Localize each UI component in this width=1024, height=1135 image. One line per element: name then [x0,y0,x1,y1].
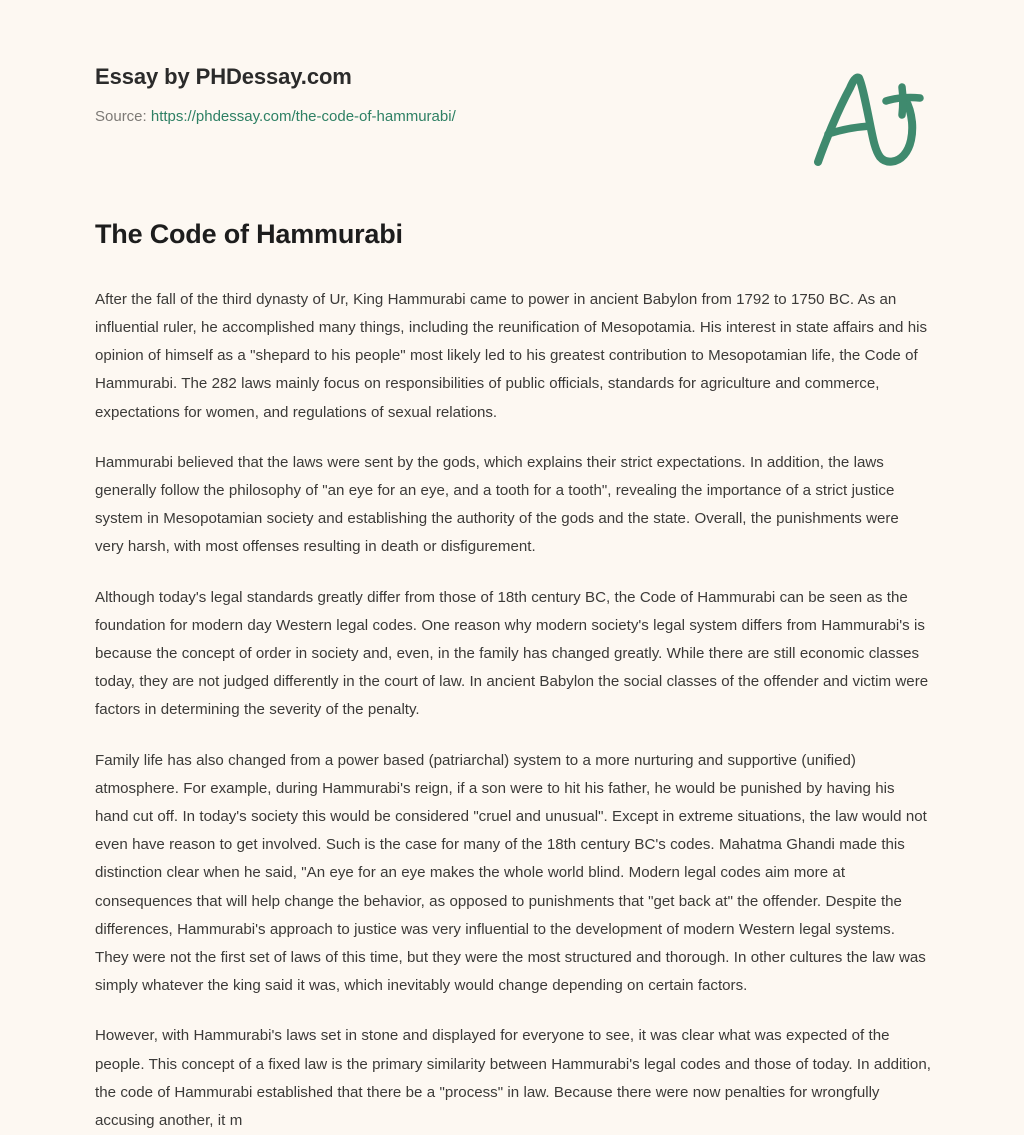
paragraph: However, with Hammurabi's laws set in stone and displayed for everyone to see, it was clear what was expected of the people. This concept of a fixed law is the primary similarity between Hammurabi's legal codes and those of today. In addition, the code of Hammurabi established that there be a "process" in law. Because there were now penalties for wrongfully accusing another, it m [95,1027,931,1130]
a-plus-logo-icon [812,68,934,168]
page-header [0,0,1024,200]
source-line [95,107,715,127]
paragraph: Family life has also changed from a power based (patriarchal) system to a more nurturing and supportive (unified) atmosphere. For example, during Hammurabi's reign, if a son were to hit his father, he would be punished by having his hand cut off. In today's society this would be considered "cruel and unusual". Except in extreme situations, the law would not even have reason to get involved. Such is the case for many of the 18th century BC's codes. Mahatma Ghandi made this distinction clear when he said, "An eye for an eye makes the whole world blind. Modern legal codes aim more at consequences that will help change the behavior, as opposed to punishments that "get back at" the offender. Despite the differences, Hammurabi's approach to justice was very influential to the development of modern Western legal systems. They were not the first set of laws of this time, but they were the most structured and thorough. In other cultures the law was simply whatever the king said it was, which inevitably would change depending on certain factors. [95,751,927,995]
paragraph: After the fall of the third dynasty of Ur, King Hammurabi came to power in ancient Babylon from 1792 to 1750 BC. As an influential ruler, he accomplished many things, including the reunification of Mesopotamia. His interest in state affairs and his opinion of himself as a "shepard to his people" most likely led to his greatest contribution to Mesopotamian life, the Code of Hammurabi. The 282 laws mainly focus on responsibilities of public officials, standards for agriculture and commerce, expectations for women, and regulations of sexual relations. [95,290,928,421]
article-body [95,286,931,1135]
article [95,218,931,1135]
paragraph: Hammurabi believed that the laws were sent by the gods, which explains their strict expectations. In addition, the laws generally follow the philosophy of "an eye for an eye, and a tooth for a tooth", revealing the importance of a strict justice system in Mesopotamian society and establishing the authority of the gods and the state. Overall, the punishments were very harsh, with most offenses resulting in death or disfigurement. [95,453,899,556]
source-label: Source: [95,108,147,126]
source-url-link[interactable]: https://phdessay.com/the-code-of-hammurabi/ [150,108,456,126]
brand-block [95,64,715,127]
paragraph: Although today's legal standards greatly differ from those of 18th century BC, the Code of Hammurabi can be seen as the foundation for modern day Western legal codes. One reason why modern society's legal system differs from Hammurabi's is because the concept of order in society and, even, in the family has changed greatly. While there are still economic classes today, they are not judged differently in the court of law. In ancient Babylon the social classes of the offender and victim were factors in determining the severity of the penalty. [95,588,929,719]
a-plus-logo [812,68,934,168]
page-title: The Code of Hammurabi [95,219,403,249]
brand-title: Essay by PHDessay.com [95,64,352,89]
